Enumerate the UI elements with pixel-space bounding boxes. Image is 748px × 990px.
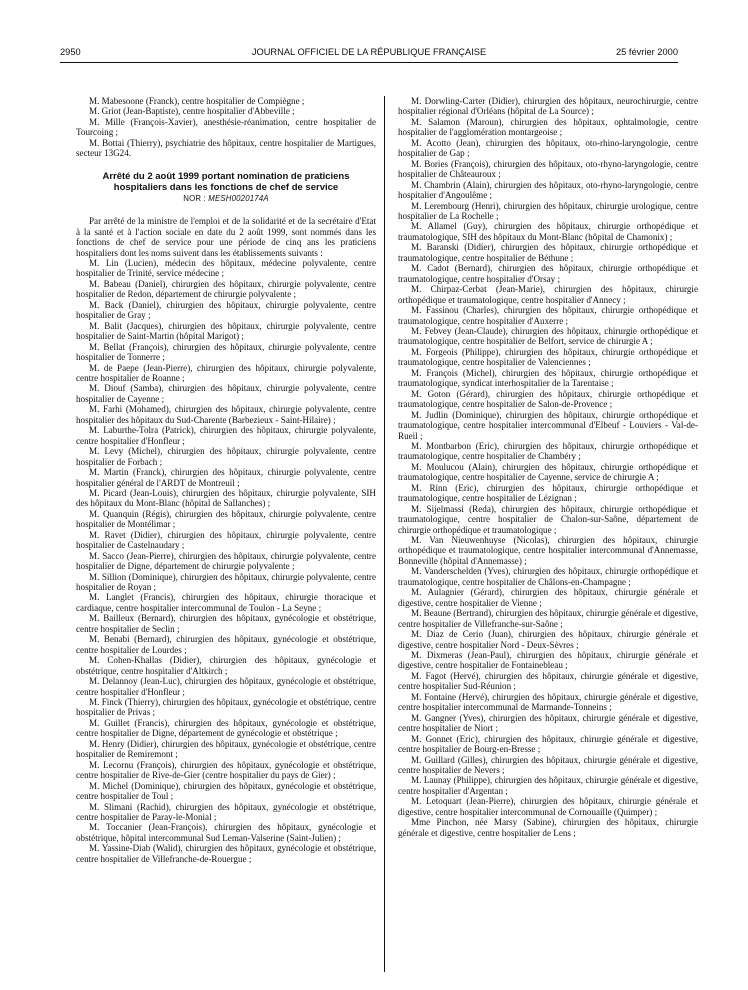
nor-reference	[76, 194, 376, 204]
arrete-title: Arrêté du 2 août 1999 portant nomination de praticiens hospitaliers dans les fonctions de chef de service	[102, 170, 350, 193]
right-column	[398, 96, 698, 838]
list-item: M. Launay (Philippe), chirurgien des hôpitaux, chirurgie générale et digestive, centre hospitalier d'Argentan ;	[398, 775, 698, 796]
list-item: M. Chirpaz-Cerbat (Jean-Marie), chirurgien des hôpitaux, chirurgie orthopédique et traumatologique, centre hospitalier d'Annecy ;	[398, 284, 698, 305]
list-item: M. Allamel (Guy), chirurgien des hôpitaux, chirurgie orthopédique et traumatologique, SIH des hôpitaux du Mont-Blanc (hôpital de Chamonix) ;	[398, 221, 698, 242]
list-item: M. Fassinou (Charles), chirurgien des hôpitaux, chirurgie orthopédique et traumatologique, centre hospitalier d'Auxerre ;	[398, 305, 698, 326]
previous-list	[76, 96, 376, 159]
list-item: M. Guillet (Francis), chirurgien des hôpitaux, gynécologie et obstétrique, centre hospitalier de Digne, département de gynécologie et obstétrique ;	[76, 717, 376, 739]
list-item: M. Aulagnier (Gérard), chirurgien des hôpitaux, chirurgie générale et digestive, centre hospitalier de Vienne ;	[398, 587, 698, 608]
list-item: M. Balit (Jacques), chirurgien des hôpitaux, chirurgie polyvalente, centre hospitalier de Saint-Martin (hôpital Marigot) ;	[76, 320, 376, 342]
list-item: M. Finck (Thierry), chirurgien des hôpitaux, gynécologie et obstétrique, centre hospitalier de Privas ;	[76, 697, 376, 718]
list-item: M. Henry (Didier), chirurgien des hôpitaux, gynécologie et obstétrique, centre hospitalier de Remiremont ;	[76, 738, 376, 760]
list-item: M. Griot (Jean-Baptiste), centre hospitalier d'Abbeville ;	[89, 106, 295, 117]
nor-code: MESH0020174A	[208, 193, 269, 203]
list-item: M. Levy (Michel), chirurgien des hôpitaux, chirurgie polyvalente, centre hospitalier de Forbach ;	[76, 446, 376, 467]
list-item: M. Acotto (Jean), chirurgien des hôpitaux, oto-rhino-laryngologie, centre hospitalier de Gap ;	[398, 137, 698, 159]
list-item: M. Slimani (Rachid), chirurgien des hôpitaux, gynécologie et obstétrique, centre hospitalier de Paray-le-Monial ;	[76, 801, 376, 822]
list-item: M. Laburthe-Tolra (Patrick), chirurgien des hôpitaux, chirurgie polyvalente, centre hospitalier d'Honfleur ;	[76, 425, 376, 446]
list-item: M. Dorwling-Carter (Didier), chirurgien des hôpitaux, neurochirurgie, centre hospitalier régional d'Orléans (hôpital de La Source) ;	[398, 96, 698, 117]
page-number: 2950	[60, 47, 81, 57]
list-item: M. Lecornu (François), chirurgien des hôpitaux, gynécologie et obstétrique, centre hospitalier de Rive-de-Gier (centre hospitalier du pays de Gier) ;	[76, 759, 376, 781]
list-item: M. Fontaine (Hervé), chirurgien des hôpitaux, chirurgie générale et digestive, centre hospitalier intercommunal de Marmande-Tonneins ;	[398, 691, 698, 713]
list-item: M. Moulucou (Alain), chirurgien des hôpitaux, chirurgie orthopédique et traumatologique, centre hospitalier de Cayenne, service de chirurgie A ;	[398, 461, 698, 483]
list-item: M. Bories (François), chirurgien des hôpitaux, oto-rhyno-laryngologie, centre hospitalier de Châteauroux ;	[398, 158, 698, 180]
list-item: M. Goton (Gérard), chirurgien des hôpitaux, chirurgie orthopédique et traumatologique, centre hospitalier de Salon-de-Provence ;	[398, 388, 698, 410]
list-item: M. François (Michel), chirurgien des hôpitaux, chirurgie orthopédique et traumatologique, syndicat interhospitalier de la Tarentaise ;	[398, 367, 698, 389]
list-item: M. Delannoy (Jean-Luc), chirurgien des hôpitaux, gynécologie et obstétrique, centre hospitalier d'Honfleur ;	[76, 676, 376, 697]
list-item: M. Martin (Franck), chirurgien des hôpitaux, chirurgie polyvalente, centre hospitalier général de l'ARDT de Montreuil ;	[76, 467, 376, 488]
list-item: M. Mabesoone (Franck), centre hospitalier de Compiègne ;	[89, 96, 305, 106]
list-item: M. Farhi (Mohamed), chirurgien des hôpitaux, chirurgie polyvalente, centre hospitalier des hôpitaux du Sud-Charente (Barbezieux - Saint-Hilaire) ;	[76, 404, 376, 425]
list-item: M. Diouf (Samba), chirurgien des hôpitaux, chirurgie polyvalente, centre hospitalier de Cayenne ;	[76, 383, 376, 404]
list-item: M. Lerembourg (Henri), chirurgien des hôpitaux, chirurgie urologique, centre hospitalier de La Rochelle ;	[398, 200, 698, 221]
list-item: M. Beaune (Bertrand), chirurgien des hôpitaux, chirurgie générale et digestive, centre hospitalier de Villefranche-sur-Saône ;	[398, 608, 698, 629]
list-item: M. Fagot (Hervé), chirurgien des hôpitaux, chirurgie générale et digestive, centre hospitalier Sud-Réunion ;	[398, 670, 698, 692]
appointee-list-right	[398, 96, 698, 838]
list-item: M. Babeau (Daniel), chirurgien des hôpitaux, chirurgie polyvalente, centre hospitalier de Redon, département de chirurgie polyvalente ;	[76, 278, 376, 300]
list-item: M. Yassine-Diab (Walid), chirurgien des hôpitaux, gynécologie et obstétrique, centre hospitalier de Villefranche-de-Rouergue ;	[76, 843, 376, 864]
list-item: M. Cadot (Bernard), chirurgien des hôpitaux, chirurgie orthopédique et traumatologique, centre hospitalier d'Orsay ;	[398, 263, 698, 284]
list-item: M. Rinn (Eric), chirurgien des hôpitaux, chirurgie orthopédique et traumatologique, centre hospitalier de Lézignan ;	[398, 482, 698, 504]
list-item: M. Toccanier (Jean-François), chirurgien des hôpitaux, gynécologie et obstétrique, hôpital intercommunal Sud Leman-Valserine (Saint-Julien) ;	[76, 822, 376, 843]
list-item: Mme Pinchon, née Marsy (Sabine), chirurgien des hôpitaux, chirurgie générale et digestive, centre hospitalier de Lens ;	[398, 817, 698, 838]
publication-date: 25 février 2000	[615, 47, 678, 57]
list-item: M. Chambrin (Alain), chirurgien des hôpitaux, oto-rhyno-laryngologie, centre hospitalier d'Angoulême ;	[398, 179, 698, 201]
list-item: M. Picard (Jean-Louis), chirurgien des hôpitaux, chirurgie polyvalente, SIH des hôpitaux du Mont-Blanc (hôpital de Sallanches) ;	[76, 487, 376, 509]
list-item: M. Sillion (Dominique), chirurgien des hôpitaux, chirurgie polyvalente, centre hospitalier de Royan ;	[76, 571, 376, 593]
list-item: M. Van Nieuwenhuyse (Nicolas), chirurgien des hôpitaux, chirurgie orthopédique et traumatologique, centre hospitalier intercommunal d'Annemasse, Bonneville (hôpital d'Annemasse) ;	[398, 535, 698, 566]
list-item: M. Montbarbon (Eric), chirurgien des hôpitaux, chirurgie orthopédique et traumatologique, centre hospitalier de Chambéry ;	[398, 440, 698, 462]
arrete-intro: Par arrêté de la ministre de l'emploi et de la solidarité et de la secrétaire d'Etat à la santé et à l'action sociale en date du 2 août 1999, sont nommés dans les fonctions de chef de service pour une période de cinq ans les praticiens hospitaliers dont les noms suivent dans les établissements suivants :	[76, 216, 376, 258]
list-item: M. Forgeois (Philippe), chirurgien des hôpitaux, chirurgie orthopédique et traumatologique, centre hospitalier de Valenciennes ;	[398, 346, 698, 368]
list-item: M. Bailleux (Bernard), chirurgien des hôpitaux, gynécologie et obstétrique, centre hospitalier de Seclin ;	[76, 613, 376, 634]
list-item: M. Dixmeras (Jean-Paul), chirurgien des hôpitaux, chirurgie générale et digestive, centre hospitalier de Fontainebleau ;	[398, 650, 698, 671]
list-item: M. Vanderschelden (Yves), chirurgien des hôpitaux, chirurgie orthopédique et traumatologique, centre hospitalier de Châlons-en-Champagne ;	[398, 566, 698, 587]
list-item: M. Guillard (Gilles), chirurgien des hôpitaux, chirurgie générale et digestive, centre hospitalier de Nevers ;	[398, 754, 698, 775]
list-item: M. Gonnet (Eric), chirurgien des hôpitaux, chirurgie générale et digestive, centre hospitalier de Bourg-en-Bresse ;	[398, 733, 698, 755]
journal-title: JOURNAL OFFICIEL DE LA RÉPUBLIQUE FRANÇAISE	[251, 47, 487, 57]
list-item: M. Mille (François-Xavier), anesthésie-réanimation, centre hospitalier de Tourcoing ;	[76, 116, 376, 138]
list-item: M. Michel (Dominique), chirurgien des hôpitaux, gynécologie et obstétrique, centre hospitalier de Toul ;	[76, 780, 376, 802]
list-item: M. Judlin (Dominique), chirurgien des hôpitaux, chirurgie orthopédique et traumatologique, centre hospitalier intercommunal d'Elbeuf - Louviers - Val-de-Rueil ;	[398, 409, 698, 441]
nor-label: NOR :	[183, 193, 206, 203]
list-item: M. Benabi (Bernard), chirurgien des hôpitaux, gynécologie et obstétrique, centre hospitalier de Lourdes ;	[76, 634, 376, 655]
list-item: M. Lin (Lucien), médecin des hôpitaux, médecine polyvalente, centre hospitalier de Trinité, service médecine ;	[76, 257, 376, 279]
list-item: M. Sijelmassi (Reda), chirurgien des hôpitaux, chirurgie orthopédique et traumatologique, centre hospitalier de Chalon-sur-Saône, département de chirurgie orthopédique et traumatologique ;	[398, 503, 698, 535]
header-rule	[60, 62, 678, 63]
list-item: M. Salamon (Maroun), chirurgien des hôpitaux, ophtalmologie, centre hospitalier de l'agglomération montargeoise ;	[398, 116, 698, 138]
list-item: M. Febvey (Jean-Claude), chirurgien des hôpitaux, chirurgie orthopédique et traumatologique, centre hospitalier de Belfort, service de chirurgie A ;	[398, 325, 698, 347]
list-item: M. Quanquin (Régis), chirurgien des hôpitaux, chirurgie polyvalente, centre hospitalier de Montélimar ;	[76, 508, 376, 530]
list-item: M. Bottai (Thierry), psychiatrie des hôpitaux, centre hospitalier de Martigues, secteur 13G24.	[76, 137, 376, 159]
list-item: M. Sacco (Jean-Pierre), chirurgien des hôpitaux, chirurgie polyvalente, centre hospitalier de Digne, département de chirurgie polyvalente ;	[76, 550, 376, 572]
page-header	[60, 47, 678, 61]
column-divider	[384, 96, 385, 972]
list-item: M. Ravet (Didier), chirurgien des hôpitaux, chirurgie polyvalente, centre hospitalier de Castelnaudary ;	[76, 529, 376, 551]
list-item: M. Letoquart (Jean-Pierre), chirurgien des hôpitaux, chirurgie générale et digestive, centre hospitalier intercommunal de Cornouaille (Quimper) ;	[398, 796, 698, 817]
left-column	[76, 96, 376, 864]
list-item: M. Cohen-Khallas (Didier), chirurgien des hôpitaux, gynécologie et obstétrique, centre hospitalier d'Altkirch ;	[76, 655, 376, 676]
appointee-list-left	[76, 258, 376, 864]
list-item: M. Back (Daniel), chirurgien des hôpitaux, chirurgie polyvalente, centre hospitalier de Gray ;	[76, 299, 376, 321]
list-item: M. Diaz de Cerio (Juan), chirurgien des hôpitaux, chirurgie générale et digestive, centre hospitalier Nord - Deux-Sèvres ;	[398, 629, 698, 650]
list-item: M. Gangner (Yves), chirurgien des hôpitaux, chirurgie générale et digestive, centre hospitalier de Niort ;	[398, 712, 698, 734]
list-item: M. Baranski (Didier), chirurgien des hôpitaux, chirurgie orthopédique et traumatologique, centre hospitalier de Béthune ;	[398, 242, 698, 263]
list-item: M. Bellat (François), chirurgien des hôpitaux, chirurgie polyvalente, centre hospitalier de Tonnerre ;	[76, 341, 376, 363]
list-item: M. de Paepe (Jean-Pierre), chirurgien des hôpitaux, chirurgie polyvalente, centre hospitalier de Roanne ;	[76, 362, 376, 383]
list-item: M. Langlet (Francis), chirurgien des hôpitaux, chirurgie thoracique et cardiaque, centre hospitalier intercommunal de Toulon - La Seyne ;	[76, 592, 376, 613]
